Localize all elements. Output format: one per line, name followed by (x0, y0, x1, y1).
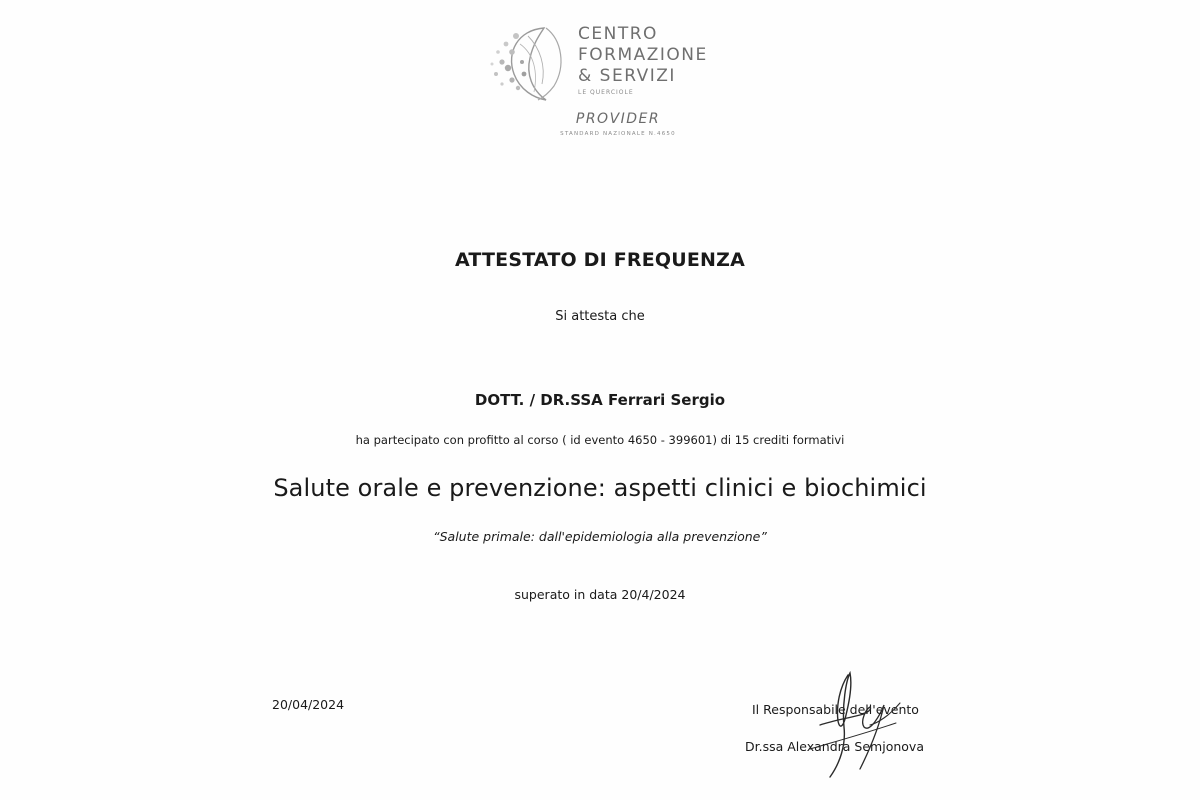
recipient-name: DOTT. / DR.SSA Ferrari Sergio (474, 391, 726, 409)
passed-date: superato in data 20/4/2024 (514, 587, 686, 602)
logo-line-3: & SERVIZI (578, 66, 676, 86)
logo-wordmark (578, 24, 708, 98)
logo-line-2: FORMAZIONE (578, 45, 708, 65)
provider-standard: STANDARD NAZIONALE N.4650 (560, 131, 676, 137)
course-details: ha partecipato con profitto al corso ( id evento 4650 - 399601) di 15 crediti formativi (355, 433, 845, 447)
responsible-name: Dr.ssa Alexandra Semjonova (745, 739, 924, 754)
attest-text: Si attesta che (555, 309, 645, 324)
provider-label: PROVIDER (575, 111, 661, 127)
course-title: Salute orale e prevenzione: aspetti clinici e biochimici (273, 474, 927, 502)
course-subtitle: “Salute primale: dall'epidemiologia alla prevenzione” (433, 529, 767, 544)
issue-date: 20/04/2024 (272, 697, 345, 712)
certificate-title: ATTESTATO DI FREQUENZA (454, 249, 746, 271)
provider-logo (488, 22, 728, 147)
logo-line-1: CENTRO (578, 24, 658, 44)
logo-small-text: LE QUERCIOLE (578, 89, 634, 96)
responsible-label: Il Responsabile dell'evento (752, 702, 919, 717)
logo-mark-icon (488, 22, 568, 104)
signature-icon (800, 665, 910, 785)
